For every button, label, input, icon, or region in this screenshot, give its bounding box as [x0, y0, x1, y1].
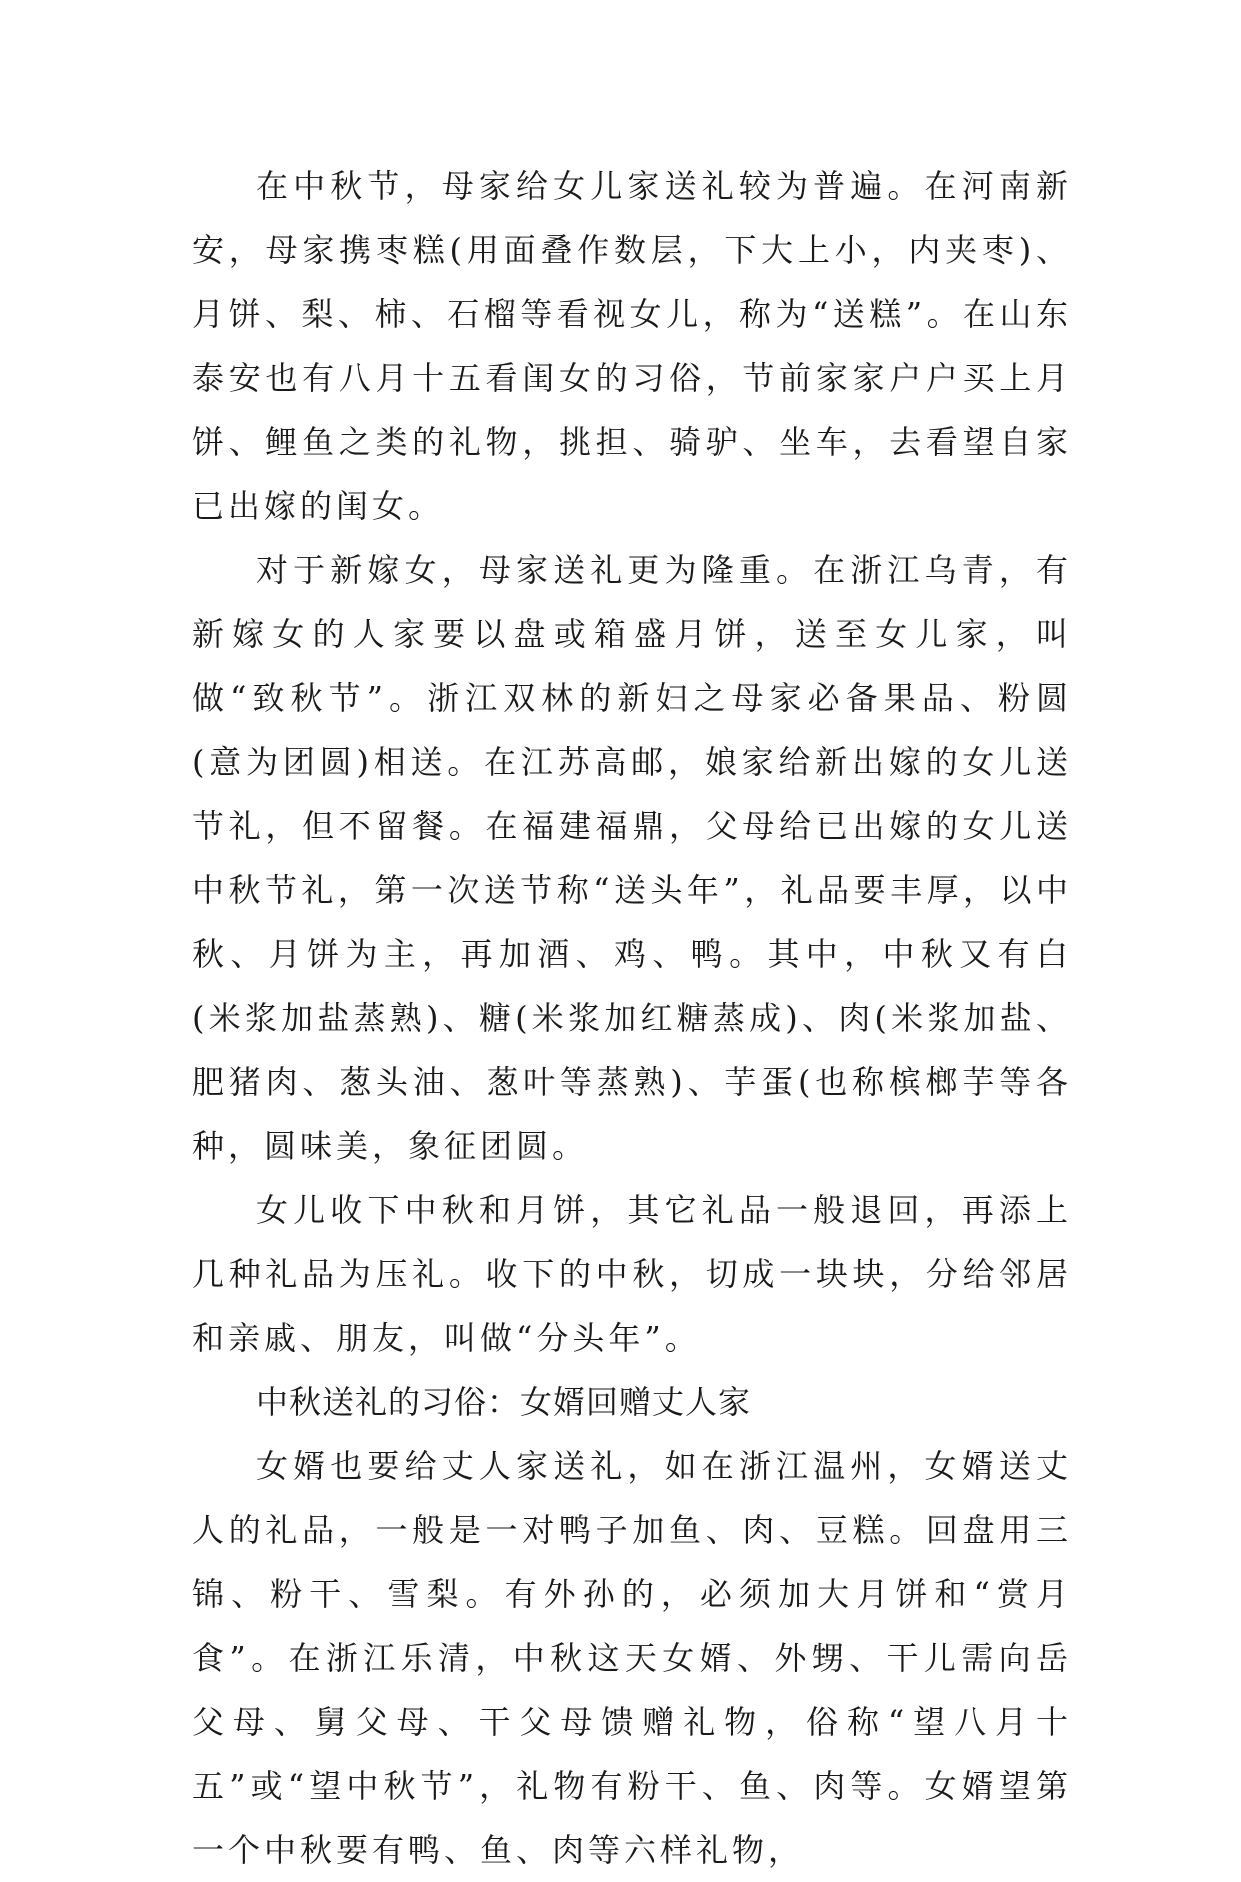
- paragraph-newly-married-daughter: 对于新嫁女，母家送礼更为隆重。在浙江乌青，有新嫁女的人家要以盘或箱盛月饼，送至女儿家，叫做“致秋节”。浙江双林的新妇之母家必备果品、粉圆(意为团圆)相送。在江苏高邮，娘家给新出嫁的女儿送节礼，但不留餐。在福建福鼎，父母给已出嫁的女儿送中秋节礼，第一次送节称“送头年”，礼品要丰厚，以中秋、月饼为主，再加酒、鸡、鸭。其中，中秋又有白(米浆加盐蒸熟)、糖(米浆加红糖蒸成)、肉(米浆加盐、肥猪肉、葱头油、葱叶等蒸熟)、芋蛋(也称槟榔芋等各种，圆味美，象征团圆。: [192, 551, 1072, 1165]
- paragraph-daughter-return-gifts: 女儿收下中秋和月饼，其它礼品一般退回，再添上几种礼品为压礼。收下的中秋，切成一块块，分给邻居和亲戚、朋友，叫做“分头年”。: [192, 1191, 1072, 1357]
- section-heading: 中秋送礼的习俗：女婿回赠丈人家: [256, 1383, 752, 1421]
- paragraph-mother-family-gifts: 在中秋节，母家给女儿家送礼较为普遍。在河南新安，母家携枣糕(用面叠作数层，下大上小，内夹枣)、月饼、梨、柿、石榴等看视女儿，称为“送糕”。在山东泰安也有八月十五看闺女的习俗，节前家家户户买上月饼、鲤鱼之类的礼物，挑担、骑驴、坐车，去看望自家已出嫁的闺女。: [192, 167, 1072, 525]
- paragraph-son-in-law-gifts: 女婿也要给丈人家送礼，如在浙江温州，女婿送丈人的礼品，一般是一对鸭子加鱼、肉、豆糕。回盘用三锦、粉干、雪梨。有外孙的，必须加大月饼和“赏月食”。在浙江乐清，中秋这天女婿、外甥、干儿需向岳父母、舅父母、干父母馈赠礼物，俗称“望八月十五”或“望中秋节”，礼物有粉干、鱼、肉等。女婿望第一个中秋要有鸭、鱼、肉等六样礼物，: [192, 1447, 1072, 1869]
- document-body: [192, 154, 1072, 1882]
